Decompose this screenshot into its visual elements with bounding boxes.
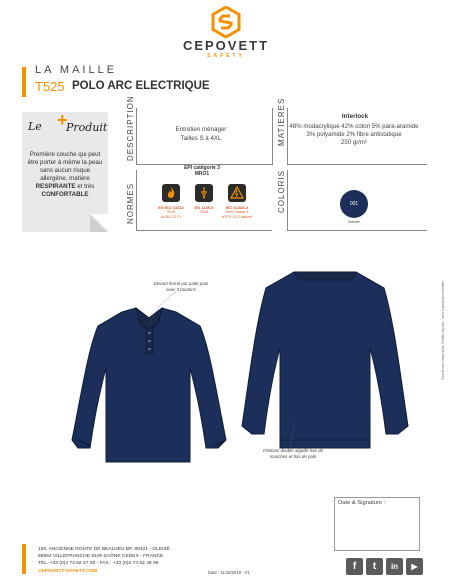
norm-detail: 2008 bbox=[200, 210, 208, 214]
callout-leader-line bbox=[284, 420, 304, 450]
material-line: 3% polyamide 2% fibre antistatique bbox=[306, 131, 402, 138]
divider bbox=[272, 108, 273, 165]
youtube-icon[interactable]: ▶ bbox=[406, 558, 423, 575]
description-text bbox=[142, 125, 260, 143]
divider bbox=[136, 170, 137, 230]
twitter-icon[interactable]: t bbox=[366, 558, 383, 575]
arc-flash-icon bbox=[228, 184, 246, 202]
material-line: 250 gr/m² bbox=[340, 139, 368, 146]
norm-code: EN 1149-5 bbox=[194, 205, 214, 210]
epi-category-line: EPI catégorie 3 bbox=[184, 165, 220, 171]
promo-text: Première couche qui peut être porter à même la peau sans aucun risque allergène, matière RESPIRANTE et très CONFORTABLE bbox=[27, 151, 103, 198]
section-label-description: DESCRIPTION bbox=[126, 95, 135, 161]
description-line: Tailles S à 4XL bbox=[180, 135, 222, 142]
description-line: Entretien ménager bbox=[175, 126, 227, 133]
norm-code: IEC 61482-2 bbox=[225, 205, 249, 210]
section-label-matieres: MATIERES bbox=[277, 97, 286, 146]
norm-detail: 2015 bbox=[167, 210, 175, 214]
header-accent-bar bbox=[22, 67, 26, 97]
divider bbox=[136, 230, 272, 231]
material-title: Interlock bbox=[341, 113, 369, 120]
epi-category bbox=[142, 165, 262, 177]
brand-tagline: SAFETY bbox=[207, 53, 245, 59]
promo-title-right: Produit bbox=[66, 121, 108, 134]
footer-accent-bar bbox=[22, 544, 26, 574]
material-text bbox=[288, 123, 420, 147]
norm-detail: 2009 Classe 1 bbox=[225, 210, 249, 214]
side-disclaimer: Visuels non contractuels. Modèle déposé - toute reproduction interdite bbox=[441, 281, 445, 380]
callout-front-placket: Devant fermé par patte polo avec 3 boutons bbox=[153, 281, 209, 292]
signature-label: Date & Signature : bbox=[338, 500, 386, 506]
address-line: 150, ANCIENNE ROUTE DE BEAUJEU BP. 90421 - GLEIZÉ bbox=[38, 547, 170, 552]
color-label: Marine bbox=[348, 220, 360, 224]
callout-back-finish: Finitions double aiguille bas de manches et bas de polo bbox=[262, 448, 324, 459]
section-label-normes: NORMES bbox=[126, 182, 135, 224]
norm-code: EN ISO 11612 bbox=[158, 205, 184, 210]
promo-plus-icon: + bbox=[57, 110, 68, 130]
callout-leader-line bbox=[150, 290, 190, 330]
flame-icon bbox=[162, 184, 180, 202]
linkedin-icon[interactable]: in bbox=[386, 558, 403, 575]
divider bbox=[287, 164, 427, 165]
epi-category-code: MRO1 bbox=[194, 171, 210, 177]
document-date: Date : 11/10/2018 - V1 bbox=[208, 570, 250, 575]
antistatic-icon bbox=[195, 184, 213, 202]
facebook-icon[interactable]: f bbox=[346, 558, 363, 575]
product-name: POLO ARC ELECTRIQUE bbox=[72, 80, 210, 92]
footer-address bbox=[38, 546, 170, 575]
color-swatch: 001 bbox=[340, 190, 368, 218]
norm-detail: A1 B1 C1 F1 bbox=[160, 215, 182, 219]
cepovett-logo-icon bbox=[211, 6, 241, 38]
address-line: 69653 VILLEFRANCHE-SUR-SAÔNE CEDEX - FRANCE bbox=[38, 554, 164, 560]
polo-back-illustration bbox=[234, 262, 416, 454]
promo-corner-fold bbox=[90, 214, 108, 232]
divider bbox=[287, 170, 288, 230]
product-range: LA MAILLE bbox=[35, 64, 118, 76]
address-line: TÉL. +33 (0)4 74 62 47 00 - FAX : +33 (0)4 74 62 49 99 bbox=[38, 561, 159, 567]
divider bbox=[287, 230, 427, 231]
material-line: 48% modacrylique 42% coton 5% para-aramide bbox=[289, 123, 419, 130]
norm-detail: ATPV: 10,2 cal/cm² bbox=[221, 215, 253, 219]
brand-name: CEPOVETT bbox=[182, 38, 270, 53]
product-reference: T525 bbox=[35, 79, 65, 94]
divider bbox=[136, 108, 137, 164]
promo-title-left: Le bbox=[28, 120, 42, 133]
section-label-coloris: COLORIS bbox=[277, 169, 286, 213]
website-link[interactable]: CEPOVETT-SAFETY.COM bbox=[38, 568, 98, 574]
